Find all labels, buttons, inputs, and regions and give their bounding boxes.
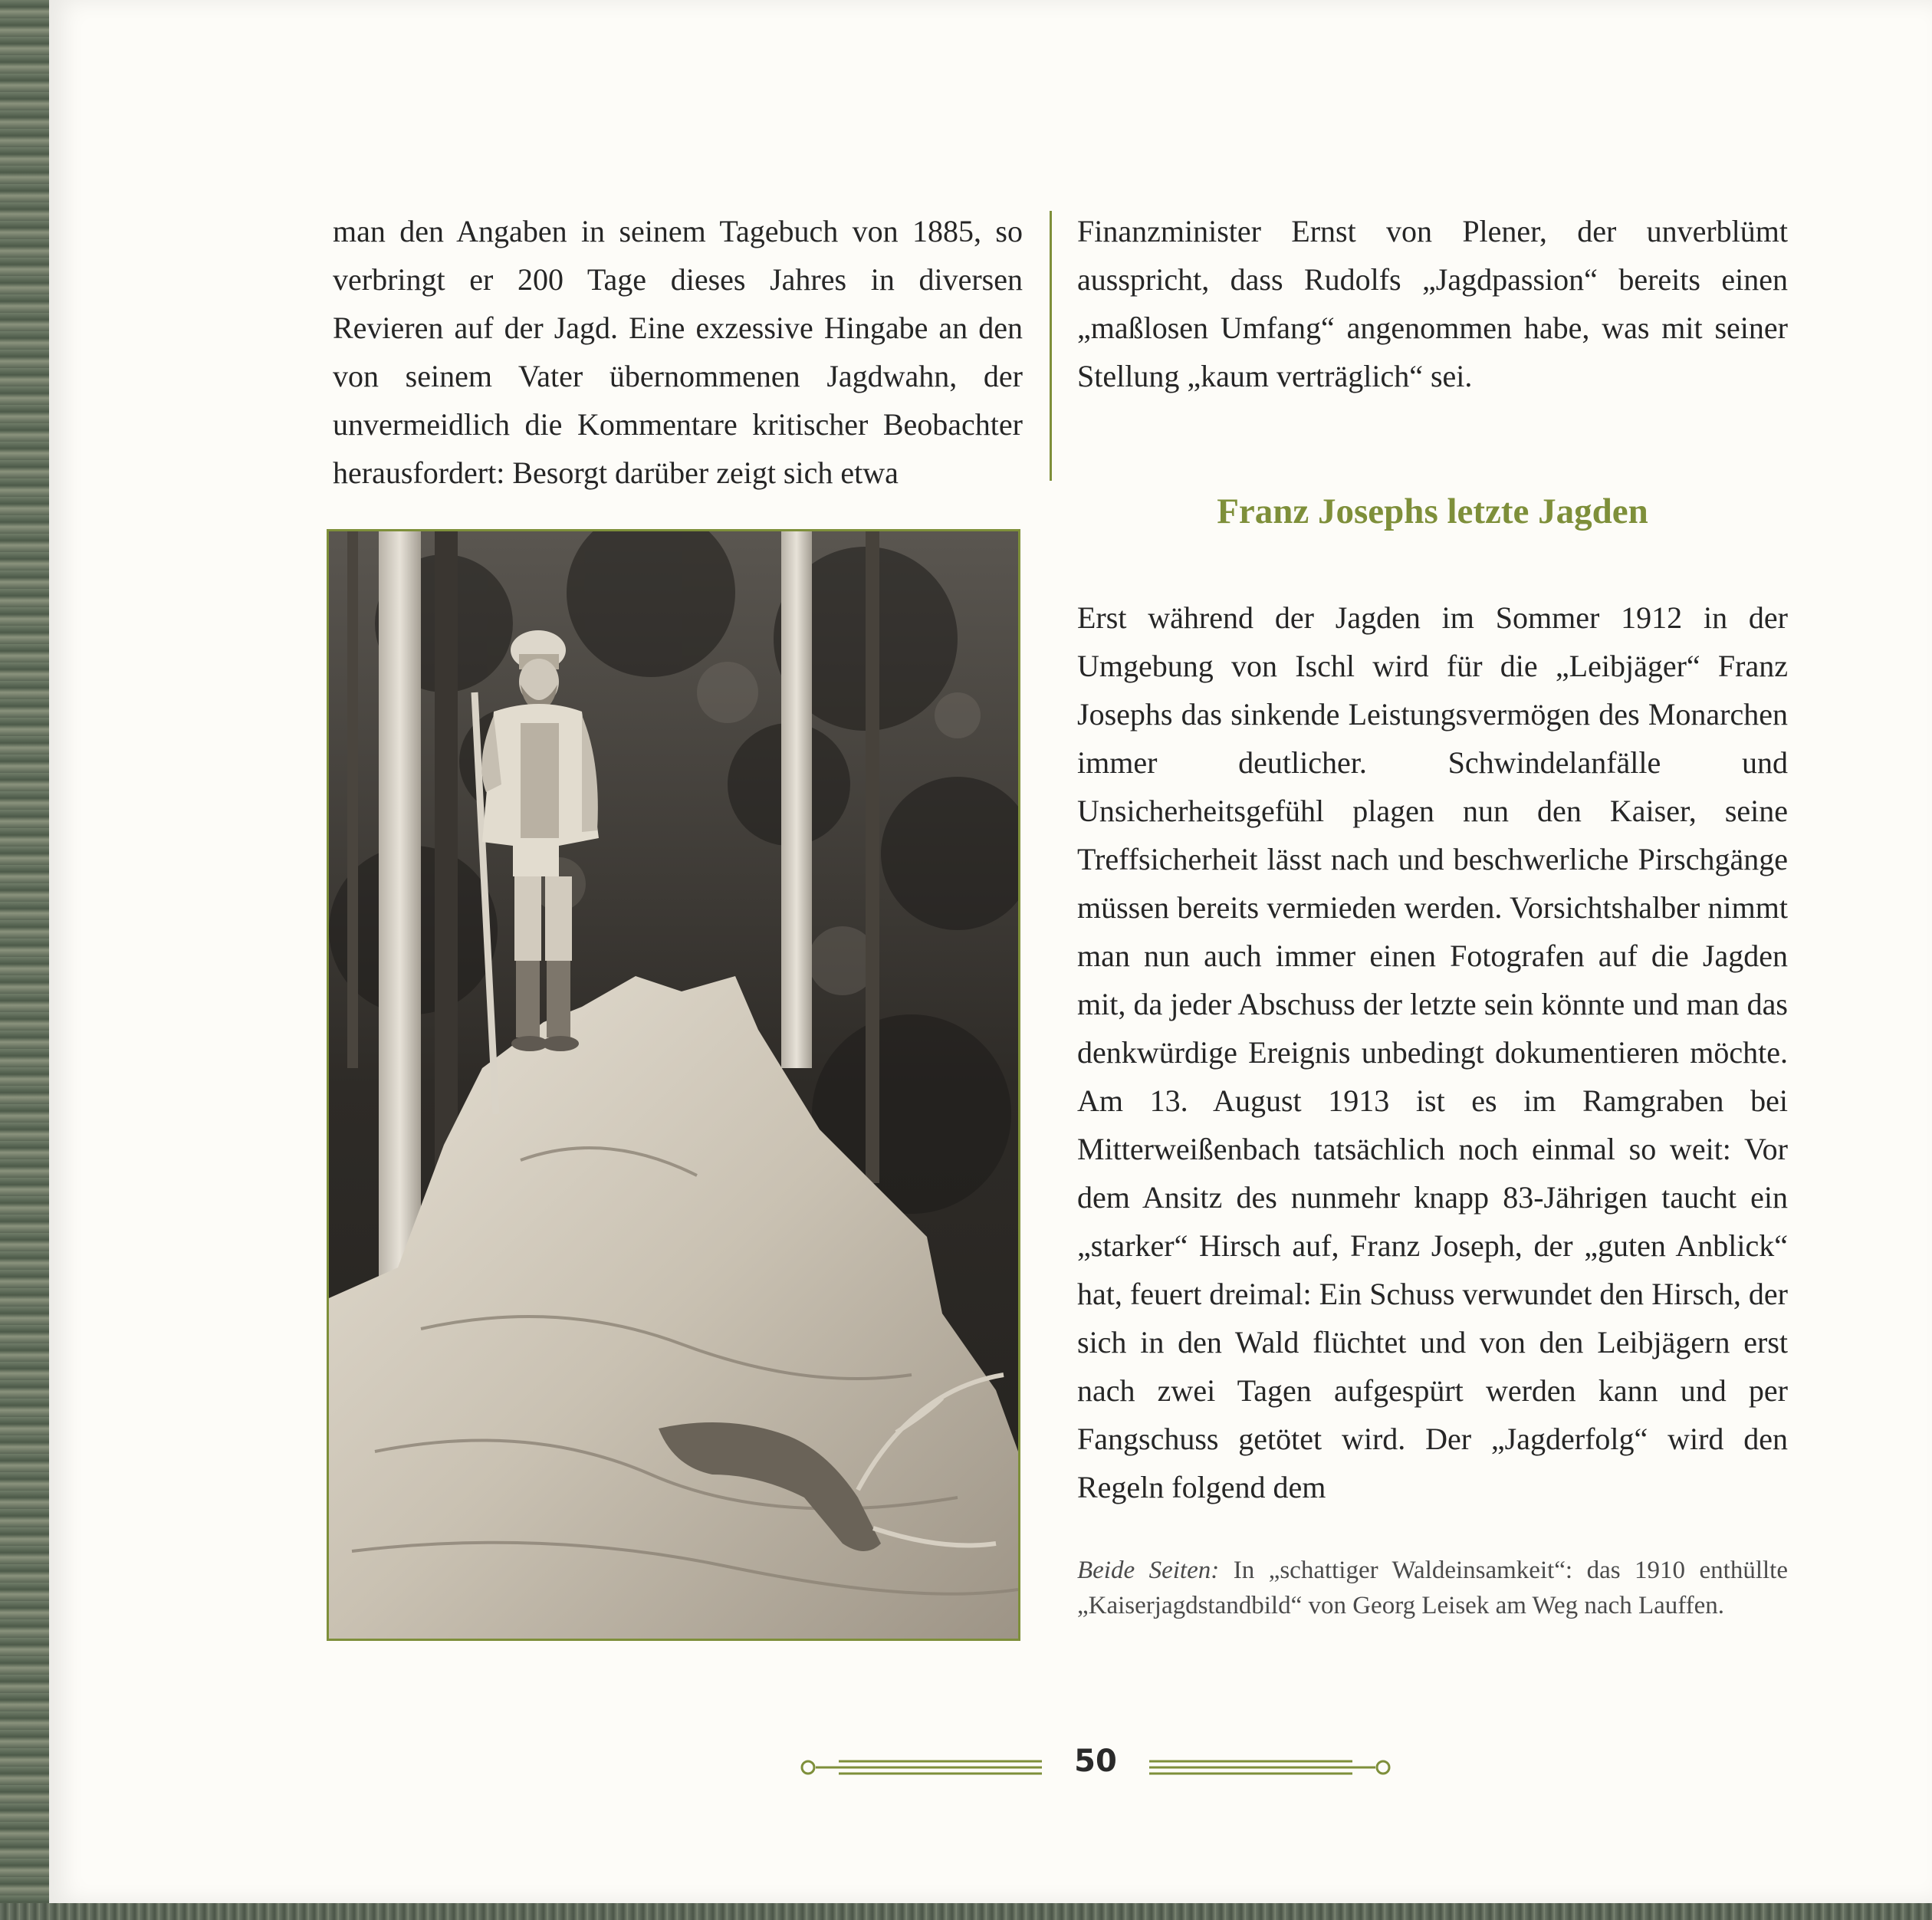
left-column-text [333,207,1023,497]
page-footer [800,1739,1391,1793]
photo-caption [1077,1553,1788,1623]
right-column-body-text [1077,593,1788,1511]
left-column-paragraph: man den Angaben in seinem Tagebuch von 1885, so verbringt er 200 Tage dieses Jahres in diversen Revieren auf der Jagd. Eine exzessive Hingabe an den von seinem Vater übernommenen Jagdwahn, der unvermeidlich die Kommentare kritischer Beobachter herausfordert: Besorgt darüber zeigt sich etwa [333,214,1023,490]
footer-ornament-left [800,1757,1046,1777]
right-column-paragraph-1: Finanzminister Ernst von Plener, der unverblümt ausspricht, dass Rudolfs „Jagdpassion“ bereits einen „maßlosen Umfang“ angenommen habe, was mit seiner Stellung „kaum verträglich“ sei. [1077,214,1788,393]
page-number: 50 [1074,1744,1117,1779]
caption-text: In „schattiger Waldeinsamkeit“: das 1910 enthüllte „Kaiserjagdstandbild“ von Georg Leisek am Weg nach Lauffen. [1077,1557,1788,1619]
statue-photograph-image [329,531,1018,1639]
section-heading: Franz Josephs letzte Jagden [1217,492,1648,531]
statue-photograph [327,529,1020,1641]
book-bottom-edge [0,1903,1932,1920]
book-spine-edge [0,0,49,1920]
caption-label: Beide Seiten: [1077,1557,1220,1584]
book-page [49,0,1932,1903]
right-column-top-text [1077,207,1788,400]
footer-ornament-right [1145,1757,1391,1777]
column-divider-rule [1050,211,1052,481]
right-column-paragraph-2: Erst während der Jagden im Sommer 1912 in der Umgebung von Ischl wird für die „Leibjäger“ Franz Josephs das sinkende Leistungsvermögen des Monarchen immer deutlicher. Schwindelanfälle und Unsicherheitsgefühl plagen nun den Kaiser, seine Treffsicherheit lässt nach und beschwerliche Pirschgänge müssen bereits vermieden werden. Vorsichtshalber nimmt man nun auch immer einen Fotografen auf die Jagden mit, da jeder Abschuss der letzte sein könnte und man das denkwürdige Ereignis unbedingt dokumentieren möchte. Am 13. August 1913 ist es im Ramgraben bei Mitterweißenbach tatsächlich noch einmal so weit: Vor dem Ansitz des nunmehr knapp 83-Jährigen taucht ein „starker“ Hirsch auf, Franz Joseph, der „guten Anblick“ hat, feuert dreimal: Ein Schuss verwundet den Hirsch, der sich in den Wald flüchtet und von den Leibjägern erst nach zwei Tagen aufgespürt werden kann und per Fangschuss getötet wird. Der „Jagderfolg“ wird den Regeln folgend dem [1077,600,1788,1504]
